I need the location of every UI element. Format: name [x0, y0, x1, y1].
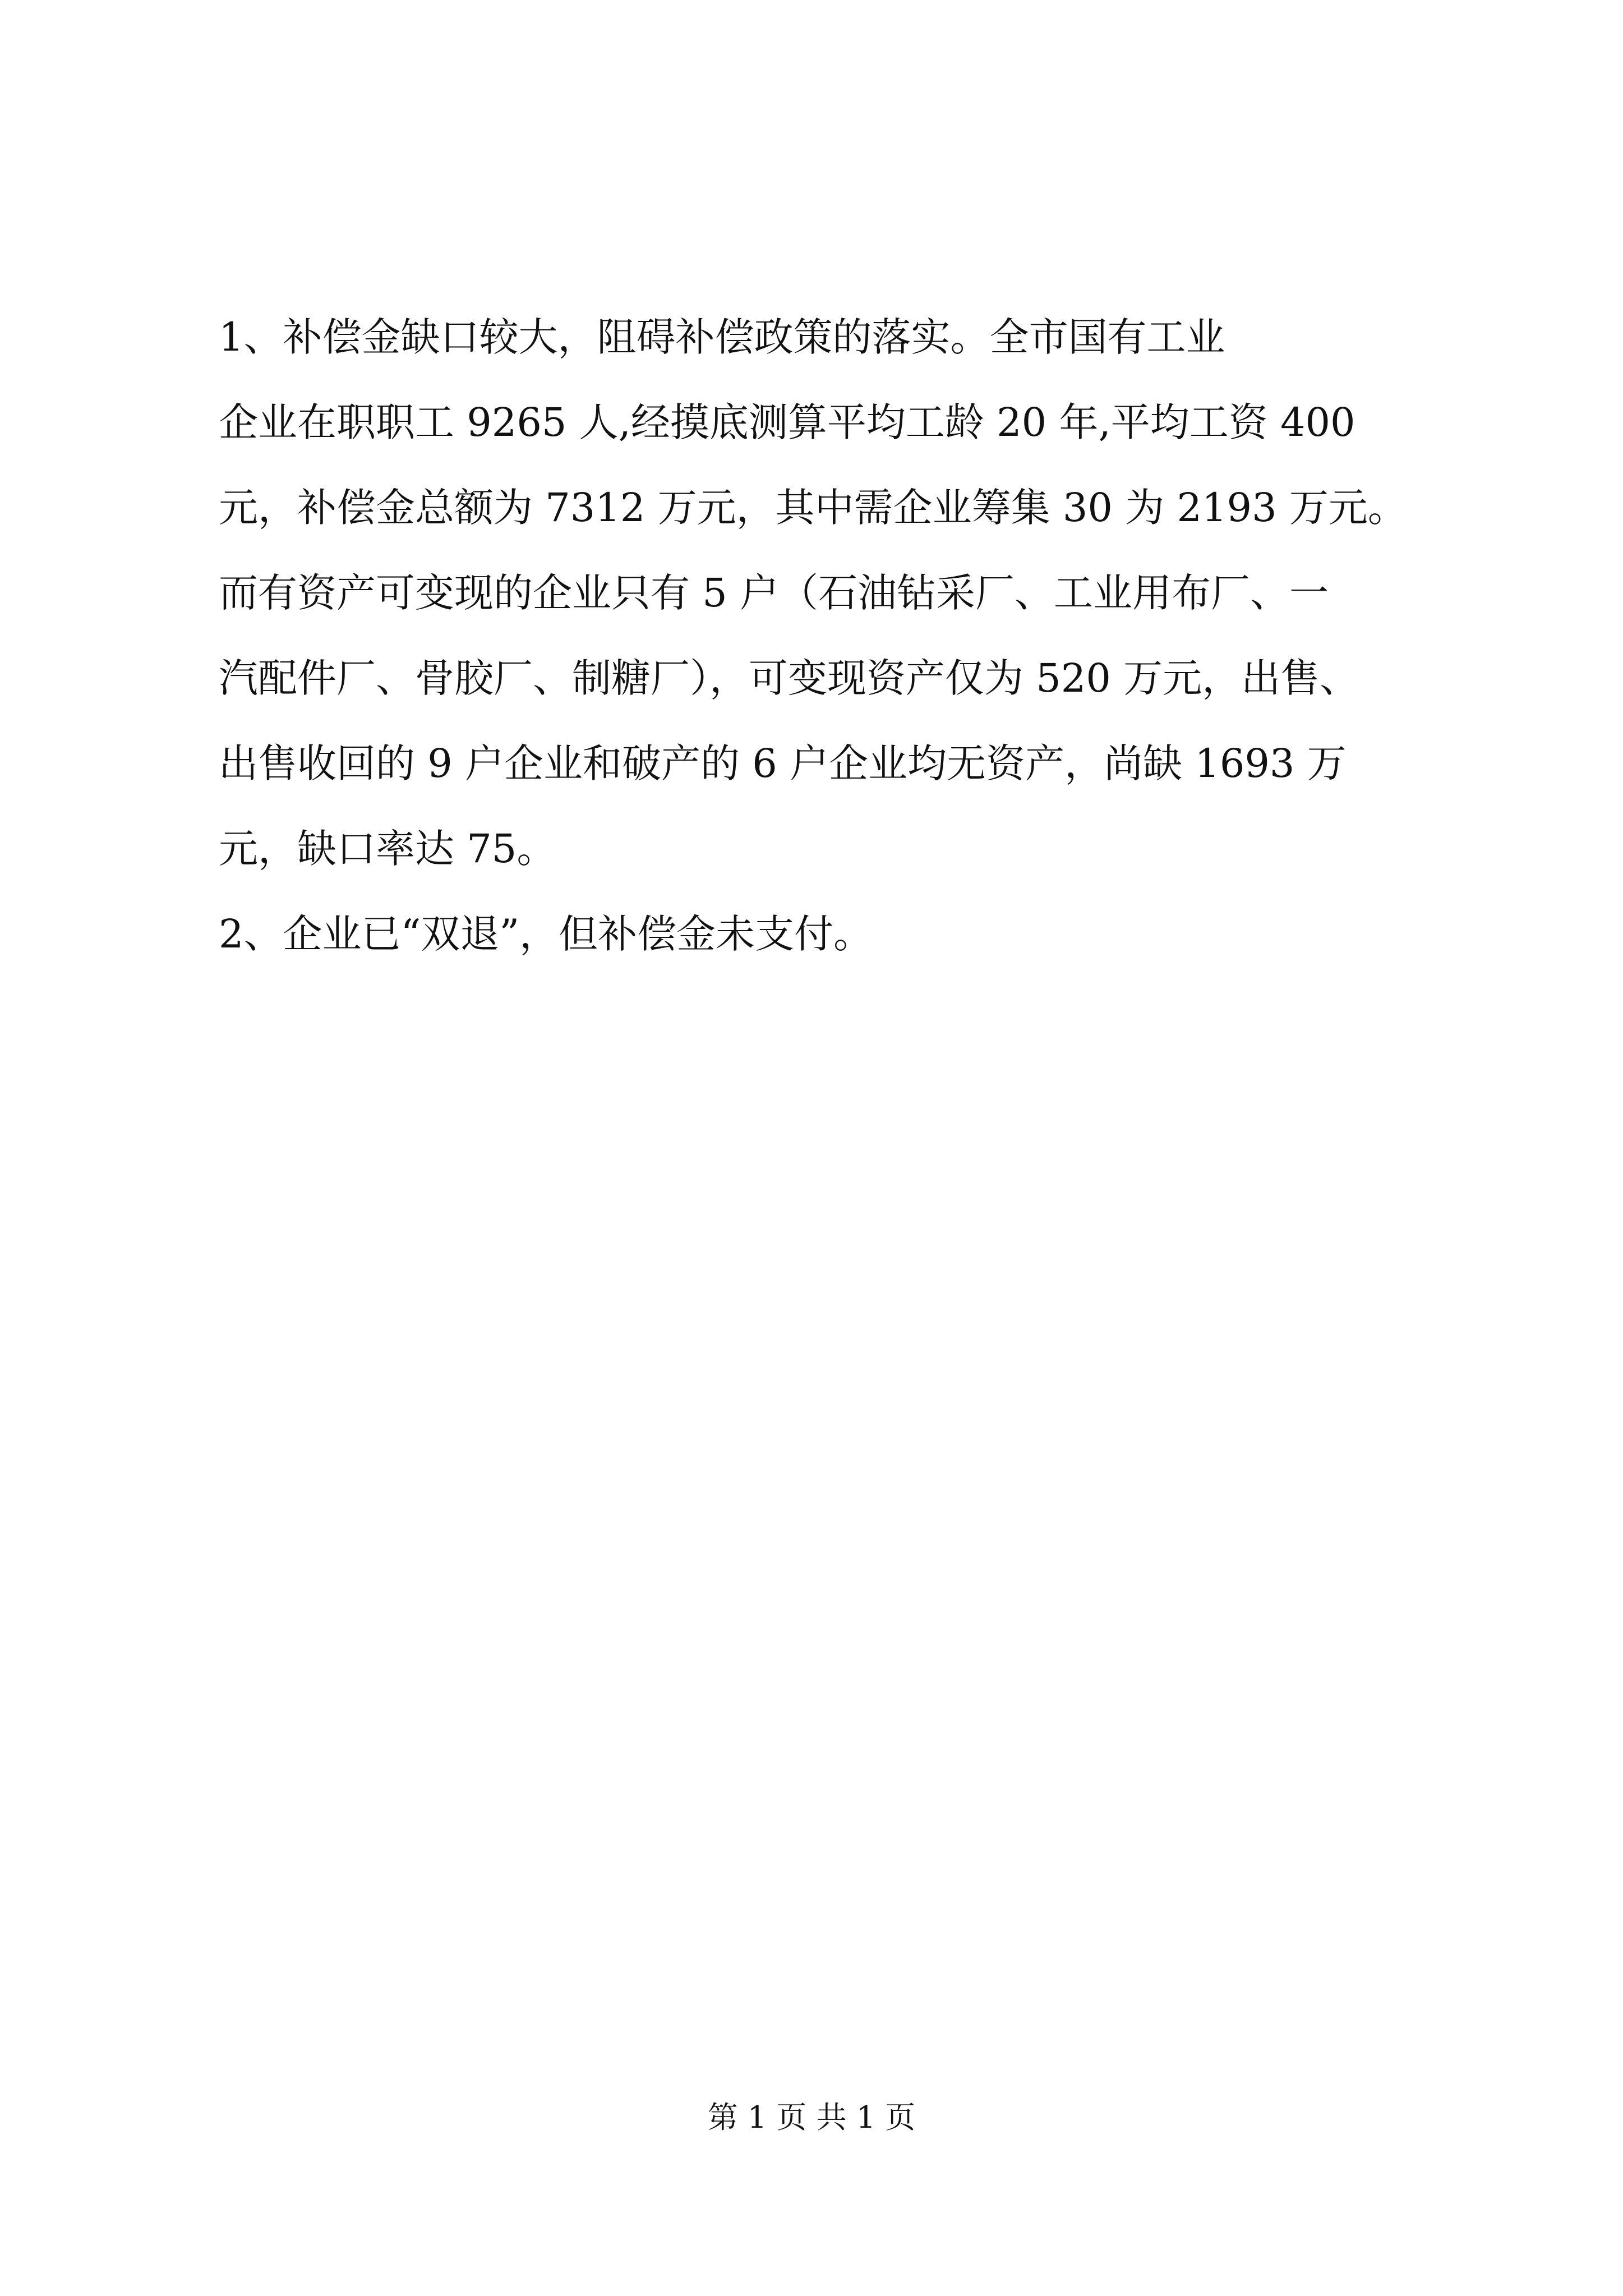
paragraph-line-4: 而有资产可变现的企业只有 5 户（石油钻采厂、工业用布厂、一 — [219, 570, 1329, 616]
paragraph-line-5: 汽配件厂、骨胶厂、制糖厂），可变现资产仅为 520 万元，出售、 — [219, 655, 1359, 701]
paragraph-line-8: 2、企业已“双退”，但补偿金未支付。 — [219, 911, 873, 957]
paragraph-line-2: 企业在职职工 9265 人,经摸底测算平均工龄 20 年,平均工资 400 — [219, 399, 1355, 445]
paragraph-line-6: 出售收回的 9 户企业和破产的 6 户企业均无资产，尚缺 1693 万 — [219, 740, 1347, 786]
paragraph-line-3: 元，补偿金总额为 7312 万元，其中需企业筹集 30 为 2193 万元。 — [219, 485, 1407, 531]
paragraph-line-7: 元，缺口率达 75。 — [219, 826, 556, 872]
page-footer: 第 1 页 共 1 页 — [707, 2100, 916, 2135]
paragraph-line-1: 1、补偿金缺口较大，阻碍补偿政策的落实。全市国有工业 — [219, 314, 1225, 360]
